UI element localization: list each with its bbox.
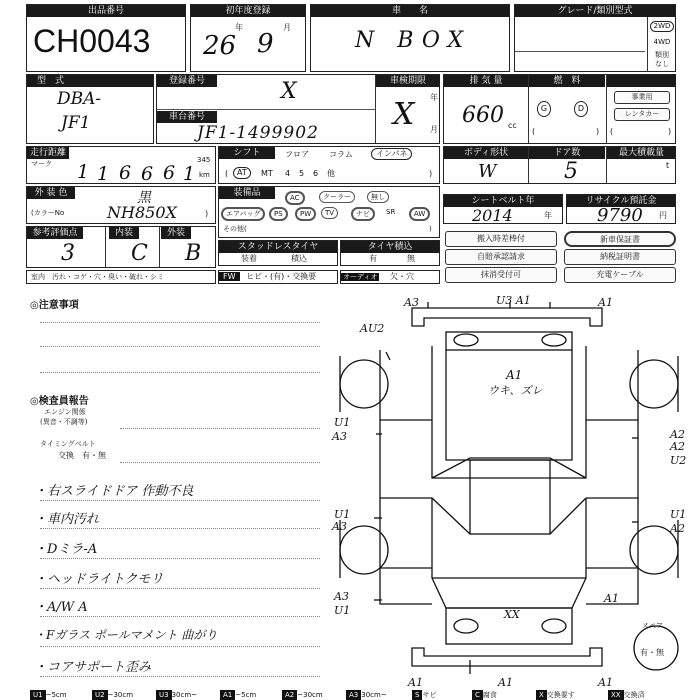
note-line [40, 616, 320, 617]
timing-exchange: 交換 有・無 [58, 451, 106, 460]
legend-val: 30cm~ [361, 691, 387, 699]
note-5: ・A/W A [34, 600, 88, 615]
first-reg-label: 初年度登録 [191, 5, 305, 17]
shift-box [218, 146, 440, 184]
dmg-label-right-4: U1 [670, 508, 687, 521]
mileage-d3: 6 [119, 162, 132, 184]
equipment-label: 装備品 [219, 187, 275, 199]
studless-loaded: 積込 [291, 254, 307, 263]
equip-aw: AW [409, 207, 430, 221]
dmg-label-top-3: A1 [598, 296, 613, 309]
exterior-value: B [185, 241, 202, 266]
body-box [443, 146, 676, 184]
spare-value: 有・無 [640, 648, 664, 657]
load-label: 最大積載量 [607, 147, 676, 159]
caution-line [40, 372, 320, 373]
first-reg-month-marker: 月 [283, 23, 291, 32]
legend-val: ~30cm [297, 691, 323, 699]
interior-label: 内装 [109, 227, 139, 239]
legend-key: A1 [220, 690, 235, 700]
legend-key: U2 [92, 690, 108, 700]
legend-item [30, 690, 67, 700]
dmg-label-bottom-2: A1 [498, 676, 513, 689]
first-reg-box [190, 4, 306, 72]
engine-sub: (異音・不調等) [40, 418, 88, 426]
dmg-label-right-3: U2 [670, 454, 687, 467]
legend-val: ~30cm [107, 691, 134, 699]
tire-label: タイヤ積込 [341, 241, 439, 253]
dmg-label-left-3: A3 [332, 430, 347, 443]
equip-navi: ナビ [351, 207, 375, 221]
recycle-label: リサイクル預託金 [567, 195, 675, 207]
engine-label: エンジン関係 [44, 408, 86, 416]
dmg-label-right-1: A2 [670, 428, 685, 441]
note-line [40, 676, 320, 677]
dmg-label-right-6: A1 [604, 592, 619, 605]
exterior-label: 外装 [161, 227, 191, 239]
first-reg-year-marker: 年 [235, 23, 243, 32]
dmg-label-bottom-1: A1 [408, 676, 423, 689]
inspection-label: 車検期限 [376, 75, 440, 87]
note-4: ・ヘッドライトクモリ [34, 572, 164, 587]
legend-val: 交換要す [546, 691, 575, 699]
recycle-unit: 円 [659, 211, 667, 220]
dmg-label-top-1: A3 [404, 296, 419, 309]
legend-key: A2 [282, 690, 297, 700]
score-label: 参考評価点 [27, 227, 83, 239]
model-line1: DBA- [57, 89, 102, 109]
first-reg-month: 9 [257, 29, 274, 59]
doc-cancel: 抹消受付可 [445, 267, 557, 283]
note-line [40, 646, 320, 647]
caution-line [40, 346, 320, 347]
legend-val: 交換済 [623, 691, 645, 699]
dmg-label-left-7: U1 [334, 604, 351, 617]
model-label: 型 式 [27, 75, 153, 87]
legend-key: S [412, 690, 422, 700]
lot-box [26, 4, 186, 72]
trans-paren-open: ( [225, 169, 229, 178]
note-1: ・右スライドドア 作動不良 [34, 484, 194, 499]
dmg-label-left-2: U1 [334, 416, 351, 429]
caution-title: ◎注意事項 [30, 300, 79, 311]
mileage-d1: 1 [77, 161, 90, 183]
lot-number: CH0043 [33, 23, 151, 59]
grade-label: グレード/類別型式 [515, 5, 675, 17]
displacement-unit: cc [508, 121, 517, 130]
fuel-g: G [537, 101, 551, 117]
color-paren-close: ) [205, 209, 209, 218]
mileage-sub: マーク [31, 160, 52, 168]
seatbelt-label: シートベルト年 [444, 195, 562, 207]
doc-warranty: 新車保証書 [564, 231, 676, 247]
fuel-paren-open: ( [532, 127, 536, 136]
exterior-divider [159, 227, 160, 267]
doc-charger: 充電ケーブル [564, 267, 676, 283]
drive-2wd: 2WD [650, 21, 674, 32]
shift-label: シフト [219, 147, 275, 159]
legend-val: 腐食 [482, 691, 497, 699]
fw-options: ヒビ・(有)・交換要 [246, 272, 317, 281]
mileage-d2: 1 [97, 163, 110, 185]
score-value: 3 [61, 241, 75, 266]
usage-rental: レンタカー [614, 108, 670, 121]
lot-label: 出品番号 [27, 5, 185, 17]
fw-box [218, 270, 338, 284]
trans-other: 他 [327, 169, 335, 178]
color-code-label: (カラーNo [31, 209, 65, 217]
grade-line [515, 51, 645, 52]
front-note: XX [504, 608, 520, 621]
mileage-d6: 1 [183, 163, 196, 185]
note-line [40, 588, 320, 589]
legend-item [608, 690, 645, 700]
chassis-label: 車台番号 [157, 111, 217, 123]
studless-label: スタッドレスタイヤ [219, 241, 337, 253]
color-label: 外 装 色 [27, 187, 75, 199]
legend-item [220, 690, 256, 700]
color-box [26, 186, 216, 224]
score-box [26, 226, 216, 268]
recycle-value: 9790 [597, 205, 643, 226]
roof-note-a: A1 [506, 368, 523, 382]
mileage-check: 345 [197, 156, 211, 164]
dmg-label-top-2: U3 A1 [496, 294, 531, 307]
mileage-d4: 6 [141, 163, 154, 185]
note-7: ・コアサポート歪み [34, 660, 152, 675]
reg-chassis-box [156, 74, 440, 144]
equip-sr: SR [386, 208, 396, 216]
reg-number-label: 登録番号 [157, 75, 217, 87]
timing-label: タイミングベルト [40, 440, 96, 448]
legend-item [472, 690, 497, 700]
equip-pw: PW [295, 207, 316, 221]
legend-item [282, 690, 323, 700]
mileage-label: 走行距離 [27, 147, 69, 159]
first-reg-year: 26 [203, 31, 237, 61]
legend-val: 30cm~ [171, 691, 198, 699]
engine-fuel-box [443, 74, 676, 144]
interior-divider [105, 227, 106, 267]
tire-no: 無 [407, 254, 415, 263]
equip-ps: PS [269, 207, 288, 221]
dmg-label-right-2: A2 [670, 440, 685, 453]
equip-cooler: クーラー [319, 191, 355, 203]
inspector-title: ◎検査員報告 [30, 396, 89, 407]
model-box [26, 74, 154, 144]
spare-label: スペア [642, 622, 663, 630]
trans-paren-close: ) [429, 169, 433, 178]
studless-mounted: 装着 [241, 254, 257, 263]
inspection-year-marker: 年 [430, 93, 438, 102]
reg-number-value: X [281, 79, 297, 104]
doc-delivery: 搬入時差棒付 [445, 231, 557, 247]
dmg-label-left-4: U1 [334, 508, 351, 521]
caution-line [40, 322, 320, 323]
equip-airbag: エアバッグ [221, 207, 265, 221]
legend-key: U3 [156, 690, 172, 700]
equip-other-close: ) [429, 225, 432, 233]
trans-6: 6 [313, 169, 319, 178]
fuel-label: 燃 料 [529, 75, 605, 87]
dmg-label-left-6: A3 [334, 590, 349, 603]
tire-yes: 有 [369, 254, 377, 263]
seatbelt-value: 2014 [472, 206, 513, 225]
trans-5: 5 [299, 169, 305, 178]
equipment-box [218, 186, 440, 238]
engine-line [120, 428, 320, 429]
body-label: ボディ形状 [444, 147, 528, 159]
note-2: ・車内汚れ [34, 512, 100, 527]
body-value: W [478, 161, 497, 182]
inspection-value: X [393, 97, 415, 132]
equip-ac: AC [285, 191, 305, 205]
mileage-unit: km [199, 171, 210, 179]
displacement-label: 排 気 量 [444, 75, 528, 87]
trans-4: 4 [285, 169, 291, 178]
legend-key: A3 [346, 690, 361, 700]
fw-label: FW [219, 272, 240, 281]
car-name: N BOX [355, 28, 472, 53]
note-line [40, 500, 320, 501]
equip-tv: TV [321, 207, 338, 219]
doors-value: 5 [564, 159, 578, 184]
shift-panel: インパネ [371, 148, 412, 160]
model-line2: JF1 [61, 113, 91, 133]
legend-item [156, 690, 197, 700]
car-name-box [310, 4, 510, 72]
grade-box [514, 4, 676, 72]
fuel-d: D [574, 101, 588, 117]
load-unit: t [666, 161, 670, 170]
equip-none: 無し [367, 191, 389, 203]
audio-options: 欠・穴 [390, 272, 414, 281]
legend-key: U1 [30, 690, 46, 700]
note-6: ・Fガラス ポールマメント 曲がり [34, 628, 218, 642]
seatbelt-box [443, 194, 563, 224]
legend-item [412, 690, 436, 700]
trans-mt: MT [261, 169, 273, 178]
audio-label: オーディオ [343, 273, 378, 281]
legend-val: ~5cm [235, 691, 257, 699]
color-code: NH850X [107, 203, 177, 222]
recycle-box [566, 194, 676, 224]
note-line [40, 528, 320, 529]
tire-box [340, 240, 440, 266]
doors-label: ドア数 [529, 147, 605, 159]
equip-other-label: その他( [223, 225, 247, 233]
dmg-label-left-5: A3 [332, 520, 347, 533]
legend-item [346, 690, 387, 700]
usage-business: 事業用 [614, 91, 670, 104]
drive-options [647, 17, 676, 72]
audio-box [340, 270, 440, 284]
car-name-label: 車 名 [311, 5, 509, 17]
usage-paren-open: ( [610, 127, 614, 136]
legend-val: サビ [422, 691, 437, 699]
dmg-label-left-1: AU2 [360, 322, 385, 335]
drive-4wd: 4WD [653, 38, 671, 46]
drive-none: 類別 なし [655, 51, 669, 68]
usage-header [607, 75, 676, 87]
displacement-value: 660 [462, 103, 504, 128]
shift-column: コラム [329, 150, 353, 159]
reg-divider [157, 109, 375, 110]
doc-tax: 納税証明書 [564, 249, 676, 265]
legend-key: X [536, 690, 547, 700]
legend-key: C [472, 690, 483, 700]
interior-line: 室内 汚れ・コゲ・穴・臭い・破れ・シミ [26, 270, 216, 284]
trans-at: AT [233, 167, 251, 179]
mileage-box [26, 146, 216, 184]
inspection-month-marker: 月 [430, 125, 438, 134]
legend-val: ~5cm [45, 691, 67, 699]
color-value: 黒 [137, 190, 151, 206]
legend-item [92, 690, 133, 700]
shift-floor: フロア [285, 150, 309, 159]
mileage-d5: 6 [163, 162, 176, 184]
chassis-value: JF1-1499902 [197, 123, 319, 143]
note-line [40, 558, 320, 559]
note-3: ・Dミラ-A [34, 542, 98, 557]
doc-insurance: 自賠承認請求 [445, 249, 557, 265]
seatbelt-year: 年 [544, 211, 552, 220]
timing-line [120, 462, 320, 463]
dmg-label-right-5: A2 [670, 522, 685, 535]
legend-key: XX [608, 690, 624, 700]
interior-value: C [131, 241, 148, 266]
studless-box [218, 240, 338, 266]
roof-note: ウキ、ズレ [488, 384, 543, 397]
legend-item [536, 690, 575, 700]
dmg-label-bottom-3: A1 [598, 676, 613, 689]
fuel-paren-close: ) [596, 127, 600, 136]
usage-paren-close: ) [668, 127, 672, 136]
